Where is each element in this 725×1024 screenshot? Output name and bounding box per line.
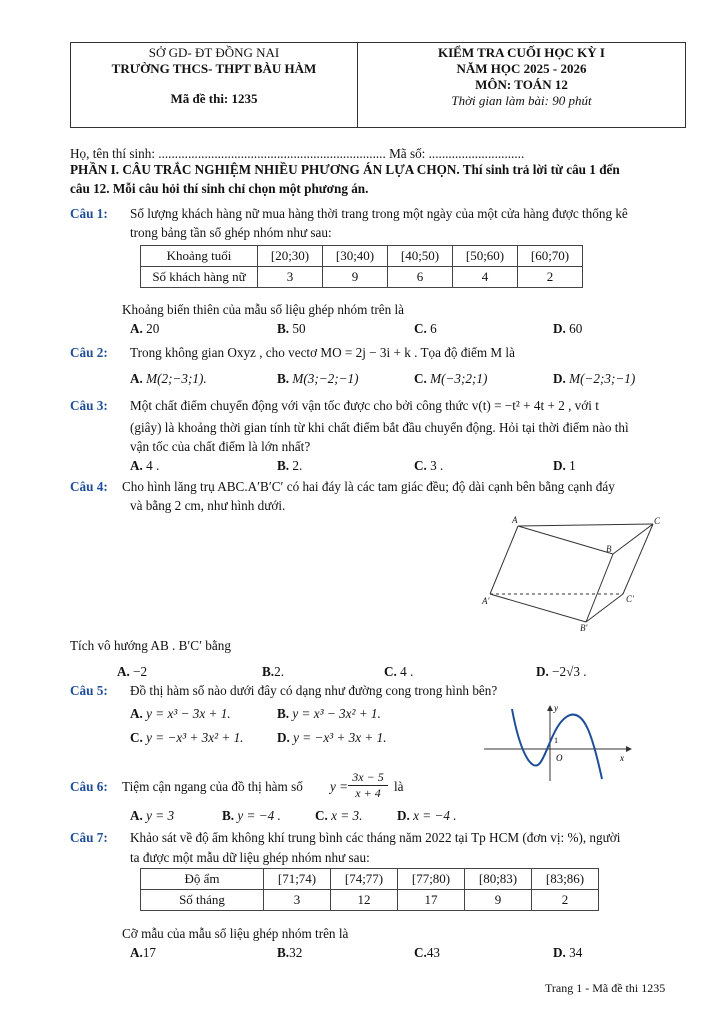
school-name: TRƯỜNG THCS- THPT BÀU HÀM: [111, 61, 317, 76]
q3-option-d[interactable]: [553, 458, 576, 474]
header-left: [71, 43, 358, 127]
table-cell: [60;70): [518, 246, 583, 267]
option-value: 1: [569, 458, 576, 473]
tick-label-one: 1: [554, 736, 558, 745]
option-key: D.: [536, 664, 549, 679]
cubic-graph: [484, 703, 634, 783]
point-label-c: C: [654, 516, 661, 526]
question-1-text: Số lượng khách hàng nữ mua hàng thời trang trong một ngày của một cửa hàng được thống kê: [130, 206, 628, 221]
prism-figure: [478, 514, 668, 634]
question-7-label: Câu 7:: [70, 830, 108, 845]
option-value: M(−3;2;1): [430, 371, 488, 386]
fraction: [348, 770, 388, 801]
part1-instruction: câu 12. Mỗi câu hỏi thí sinh chỉ chọn một phương án.: [70, 181, 369, 196]
option-key: D.: [553, 945, 566, 960]
option-key: D.: [553, 321, 566, 336]
part1-heading: PHẦN I. CÂU TRẮC NGHIỆM NHIỀU PHƯƠNG ÁN LỰA CHỌN. Thí sinh trả lời từ câu 1 đến: [70, 162, 620, 177]
option-value: 50: [292, 321, 306, 336]
option-key: C.: [130, 730, 143, 745]
question-1-text-cont: trong bảng tần số ghép nhóm như sau:: [130, 225, 332, 240]
y-axis-arrow: [547, 705, 553, 711]
option-value: y = x³ − 3x² + 1.: [292, 706, 381, 721]
q4-option-b[interactable]: [262, 664, 284, 680]
subject: MÔN: TOÁN 12: [475, 77, 568, 92]
option-value: y = −x³ + 3x² + 1.: [146, 730, 244, 745]
table-head-cell: Số tháng: [141, 890, 264, 911]
question-3-text-cont2: vận tốc của chất điểm là lớn nhất?: [130, 439, 311, 454]
table-head-cell: Khoảng tuổi: [141, 246, 258, 267]
q4-option-d[interactable]: [536, 664, 587, 680]
option-value: 3 .: [430, 458, 444, 473]
exam-code: Mã đề thi: 1235: [170, 91, 258, 106]
q5-option-a[interactable]: [130, 706, 231, 722]
q6-option-b[interactable]: [222, 808, 281, 824]
option-value: 2.: [274, 664, 284, 679]
q1-option-a[interactable]: [130, 321, 159, 337]
option-key: B.: [277, 706, 290, 721]
q3-option-a[interactable]: [130, 458, 159, 474]
q6-option-c[interactable]: [315, 808, 362, 824]
question-7-table: [140, 868, 599, 911]
option-key: B.: [277, 371, 290, 386]
option-value: M(3;−2;−1): [292, 371, 359, 386]
option-key: A.: [130, 808, 143, 823]
q7-option-b[interactable]: [277, 945, 302, 961]
q7-option-d[interactable]: [553, 945, 582, 961]
option-key: D.: [397, 808, 410, 823]
table-cell: [20;30): [258, 246, 323, 267]
table-cell: 4: [453, 267, 518, 288]
q6-option-a[interactable]: [130, 808, 174, 824]
table-cell: 17: [398, 890, 465, 911]
q3-option-b[interactable]: [277, 458, 302, 474]
question-4-text: Cho hình lăng trụ ABC.A′B′C′ có hai đáy là các tam giác đều; độ dài cạnh bên bằng cạnh đáy: [122, 479, 615, 494]
option-key: C.: [315, 808, 328, 823]
exam-header: [70, 42, 686, 128]
table-head-cell: Số khách hàng nữ: [141, 267, 258, 288]
table-row: [141, 890, 599, 911]
table-cell: 9: [465, 890, 532, 911]
table-cell: 3: [258, 267, 323, 288]
option-value: 6: [430, 321, 437, 336]
option-key: A.: [130, 706, 143, 721]
question-3-label: Câu 3:: [70, 398, 108, 413]
option-key: D.: [553, 371, 566, 386]
option-key: B.: [277, 458, 290, 473]
table-cell: [30;40): [323, 246, 388, 267]
option-key: C.: [414, 945, 427, 960]
question-4-text-cont: và bằng 2 cm, như hình dưới.: [130, 498, 286, 513]
option-value: x = 3.: [331, 808, 363, 823]
q7-option-c[interactable]: [414, 945, 440, 961]
x-axis-label: x: [620, 753, 624, 763]
option-value: x = −4 .: [413, 808, 457, 823]
option-key: A.: [130, 458, 143, 473]
option-value: 34: [569, 945, 583, 960]
option-key: D.: [277, 730, 290, 745]
table-cell: 9: [323, 267, 388, 288]
table-cell: [80;83): [465, 869, 532, 890]
option-value: 4 .: [146, 458, 160, 473]
edge-a1b1: [490, 594, 586, 622]
option-key: A.: [117, 664, 130, 679]
question-5-text: Đồ thị hàm số nào dưới đây có dạng như đường cong trong hình bên?: [130, 683, 498, 698]
point-label-b: B: [606, 544, 612, 554]
option-key: C.: [414, 321, 427, 336]
question-4-label: Câu 4:: [70, 479, 108, 494]
option-value: M(−2;3;−1): [569, 371, 636, 386]
edge-cc: [623, 524, 653, 594]
option-value: y = −x³ + 3x + 1.: [293, 730, 387, 745]
question-1-table: [140, 245, 583, 288]
point-label-c1: C′: [626, 594, 634, 604]
q2-option-b[interactable]: [277, 371, 359, 387]
page-footer: Trang 1 - Mã đề thi 1235: [545, 981, 666, 995]
department: SỞ GD- ĐT ĐỒNG NAI: [148, 45, 280, 60]
option-key: B.: [277, 945, 290, 960]
table-row: [141, 267, 583, 288]
option-key: D.: [553, 458, 566, 473]
q5-option-c[interactable]: [130, 730, 243, 746]
student-info-line: Họ, tên thí sinh: ..................................................................... Mã số: .............................: [70, 146, 525, 161]
question-6-text: Tiệm cận ngang của đồ thị hàm số: [122, 779, 303, 794]
option-key: A.: [130, 371, 143, 386]
q5-option-d[interactable]: [277, 730, 387, 746]
question-2-text: Trong không gian Oxyz , cho vectơ MO = 2j − 3i + k . Tọa độ điểm M là: [130, 345, 515, 360]
q2-option-a[interactable]: [130, 371, 207, 387]
option-key: C.: [384, 664, 397, 679]
table-cell: [71;74): [264, 869, 331, 890]
point-label-a1: A′: [482, 596, 490, 606]
table-cell: 2: [518, 267, 583, 288]
q2-option-c[interactable]: [414, 371, 487, 387]
q7-option-a[interactable]: [130, 945, 156, 961]
question-1-prompt: Khoảng biến thiên của mẫu số liệu ghép nhóm trên là: [122, 302, 404, 317]
table-cell: [50;60): [453, 246, 518, 267]
option-key: B.: [222, 808, 235, 823]
option-value: 20: [146, 321, 160, 336]
question-2-label: Câu 2:: [70, 345, 108, 360]
table-cell: 3: [264, 890, 331, 911]
table-cell: [40;50): [388, 246, 453, 267]
q5-option-b[interactable]: [277, 706, 381, 722]
table-cell: [83;86): [532, 869, 599, 890]
function-lhs: y =: [330, 779, 349, 794]
school-year: NĂM HỌC 2025 - 2026: [456, 61, 587, 76]
option-value: 4 .: [400, 664, 414, 679]
table-cell: 12: [331, 890, 398, 911]
table-cell: [77;80): [398, 869, 465, 890]
option-value: 60: [569, 321, 583, 336]
option-value: y = −4 .: [237, 808, 281, 823]
table-cell: 2: [532, 890, 599, 911]
option-value: −2: [133, 664, 148, 679]
option-key: B.: [262, 664, 275, 679]
question-4-prompt: Tích vô hướng AB . B′C′ bằng: [70, 638, 231, 653]
option-value: 43: [426, 945, 441, 960]
q2-option-d[interactable]: [553, 371, 635, 387]
option-value: y = 3: [146, 808, 175, 823]
q4-option-a[interactable]: [117, 664, 147, 680]
q1-option-b[interactable]: [277, 321, 306, 337]
y-axis-label: y: [554, 703, 558, 713]
edge-ab: [518, 526, 613, 554]
question-7-text: Khảo sát về độ ẩm không khí trung bình các tháng năm 2022 tại Tp HCM (đơn vị: %), người: [130, 830, 621, 845]
table-row: [141, 869, 599, 890]
option-value: 2.: [292, 458, 303, 473]
table-cell: [74;77): [331, 869, 398, 890]
fraction-numerator: 3x − 5: [348, 770, 388, 786]
question-5-label: Câu 5:: [70, 683, 108, 698]
edge-aa: [490, 526, 518, 594]
header-right: [358, 43, 685, 127]
point-label-b1: B′: [580, 623, 588, 633]
option-key: A.: [130, 945, 143, 960]
fraction-denominator: x + 4: [355, 786, 381, 800]
option-key: A.: [130, 321, 143, 336]
option-key: B.: [277, 321, 290, 336]
table-head-cell: Độ ẩm: [141, 869, 264, 890]
question-6-label: Câu 6:: [70, 779, 108, 794]
option-key: C.: [414, 371, 427, 386]
question-7-prompt: Cỡ mẫu của mẫu số liệu ghép nhóm trên là: [122, 926, 349, 941]
question-3-text-cont: (giây) là khoảng thời gian tính từ khi chất điểm bắt đầu chuyển động. Hỏi tại thời điểm nào thì: [130, 420, 629, 435]
origin-label: O: [556, 753, 563, 763]
question-7-text-cont: ta được một mẫu dữ liệu ghép nhóm như sau:: [130, 850, 370, 865]
q4-option-c[interactable]: [384, 664, 413, 680]
option-key: C.: [414, 458, 427, 473]
exam-title: KIỂM TRA CUỐI HỌC KỲ I: [438, 45, 605, 60]
table-row: [141, 246, 583, 267]
option-value: 32: [289, 945, 303, 960]
table-cell: 6: [388, 267, 453, 288]
question-1-label: Câu 1:: [70, 206, 108, 221]
question-3-text: Một chất điểm chuyển động với vận tốc được cho bởi công thức v(t) = −t² + 4t + 2 , với t: [130, 398, 599, 413]
q1-option-c[interactable]: [414, 321, 437, 337]
x-axis-arrow: [626, 746, 632, 752]
edge-ac: [518, 524, 653, 526]
option-value: M(2;−3;1).: [146, 371, 207, 386]
exam-duration: Thời gian làm bài: 90 phút: [451, 93, 592, 108]
option-value: y = x³ − 3x + 1.: [146, 706, 231, 721]
option-value: 17: [142, 945, 157, 960]
question-6-text-end: là: [394, 779, 404, 794]
option-value: −2√3 .: [552, 664, 587, 679]
point-label-a: A: [512, 515, 518, 525]
q3-option-c[interactable]: [414, 458, 443, 474]
q1-option-d[interactable]: [553, 321, 582, 337]
q6-option-d[interactable]: [397, 808, 457, 824]
